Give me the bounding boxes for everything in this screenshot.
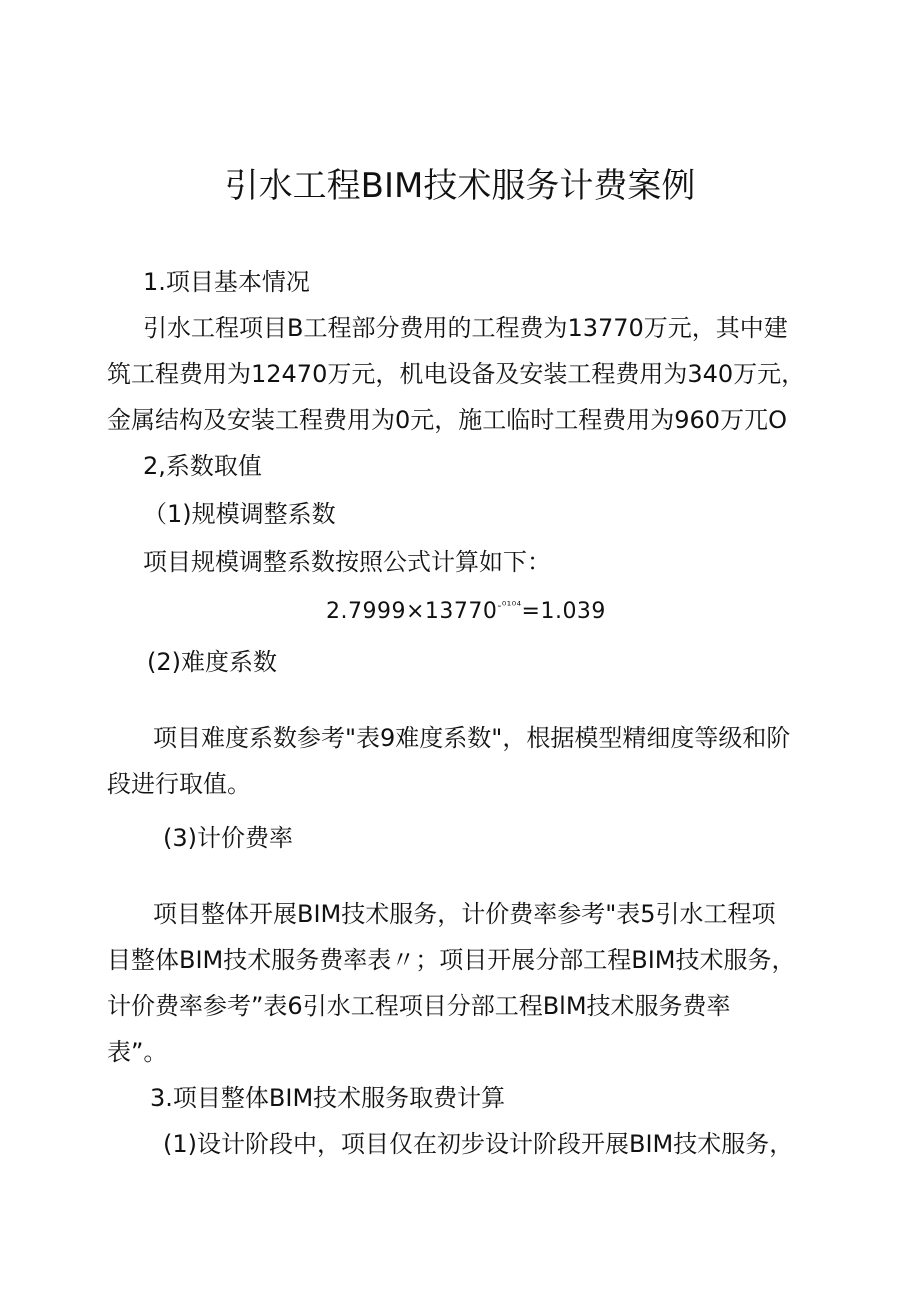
section-3-heading: 3.项目整体BIM技术服务取费计算 xyxy=(150,1084,506,1112)
subsection-3-heading: (3)计价费率 xyxy=(163,824,293,852)
paragraph-line: 段进行取值。 xyxy=(107,770,251,798)
paragraph-line: 表”。 xyxy=(107,1038,168,1066)
paragraph-line: 项目整体开展BIM技术服务，计价费率参考"表5引水工程项 xyxy=(153,900,776,928)
section-2-heading: 2,系数取值 xyxy=(143,452,262,480)
paragraph-line: 计价费率参考”表6引水工程项目分部工程BlM技术服务费率 xyxy=(107,992,731,1020)
subsection-1-heading: （1)规模调整系数 xyxy=(143,500,336,528)
formula-base: 2.7999×13770 xyxy=(326,599,498,624)
paragraph-line: 项目难度系数参考"表9难度系数"，根据模型精细度等级和阶 xyxy=(153,724,791,752)
document-title: 引水工程BIM技术服务计费案例 xyxy=(224,166,696,206)
section-1-heading: 1.项目基本情况 xyxy=(143,268,310,296)
formula xyxy=(326,590,606,628)
paragraph-line: 金属结构及安装工程费用为0元，施工临时工程费用为960万兀O xyxy=(107,406,787,434)
paragraph-line: 项目规模调整系数按照公式计算如下： xyxy=(143,548,551,576)
formula-result: =1.039 xyxy=(521,599,606,624)
formula-exponent: -⁰¹⁰⁴ xyxy=(497,599,522,612)
paragraph-line: 筑工程费用为12470万元，机电设备及安装工程费用为340万元， xyxy=(107,360,806,388)
paragraph-line: 目整体BIM技术服务费率表〃；项目开展分部工程BIM技术服务， xyxy=(107,946,796,974)
subsection-2-heading: (2)难度系数 xyxy=(147,648,277,676)
paragraph-line: (1)设计阶段中，项目仅在初步设计阶段开展BIM技术服务， xyxy=(163,1130,794,1158)
paragraph-line: 引水工程项目B工程部分费用的工程费为13770万元，其中建 xyxy=(143,314,788,342)
